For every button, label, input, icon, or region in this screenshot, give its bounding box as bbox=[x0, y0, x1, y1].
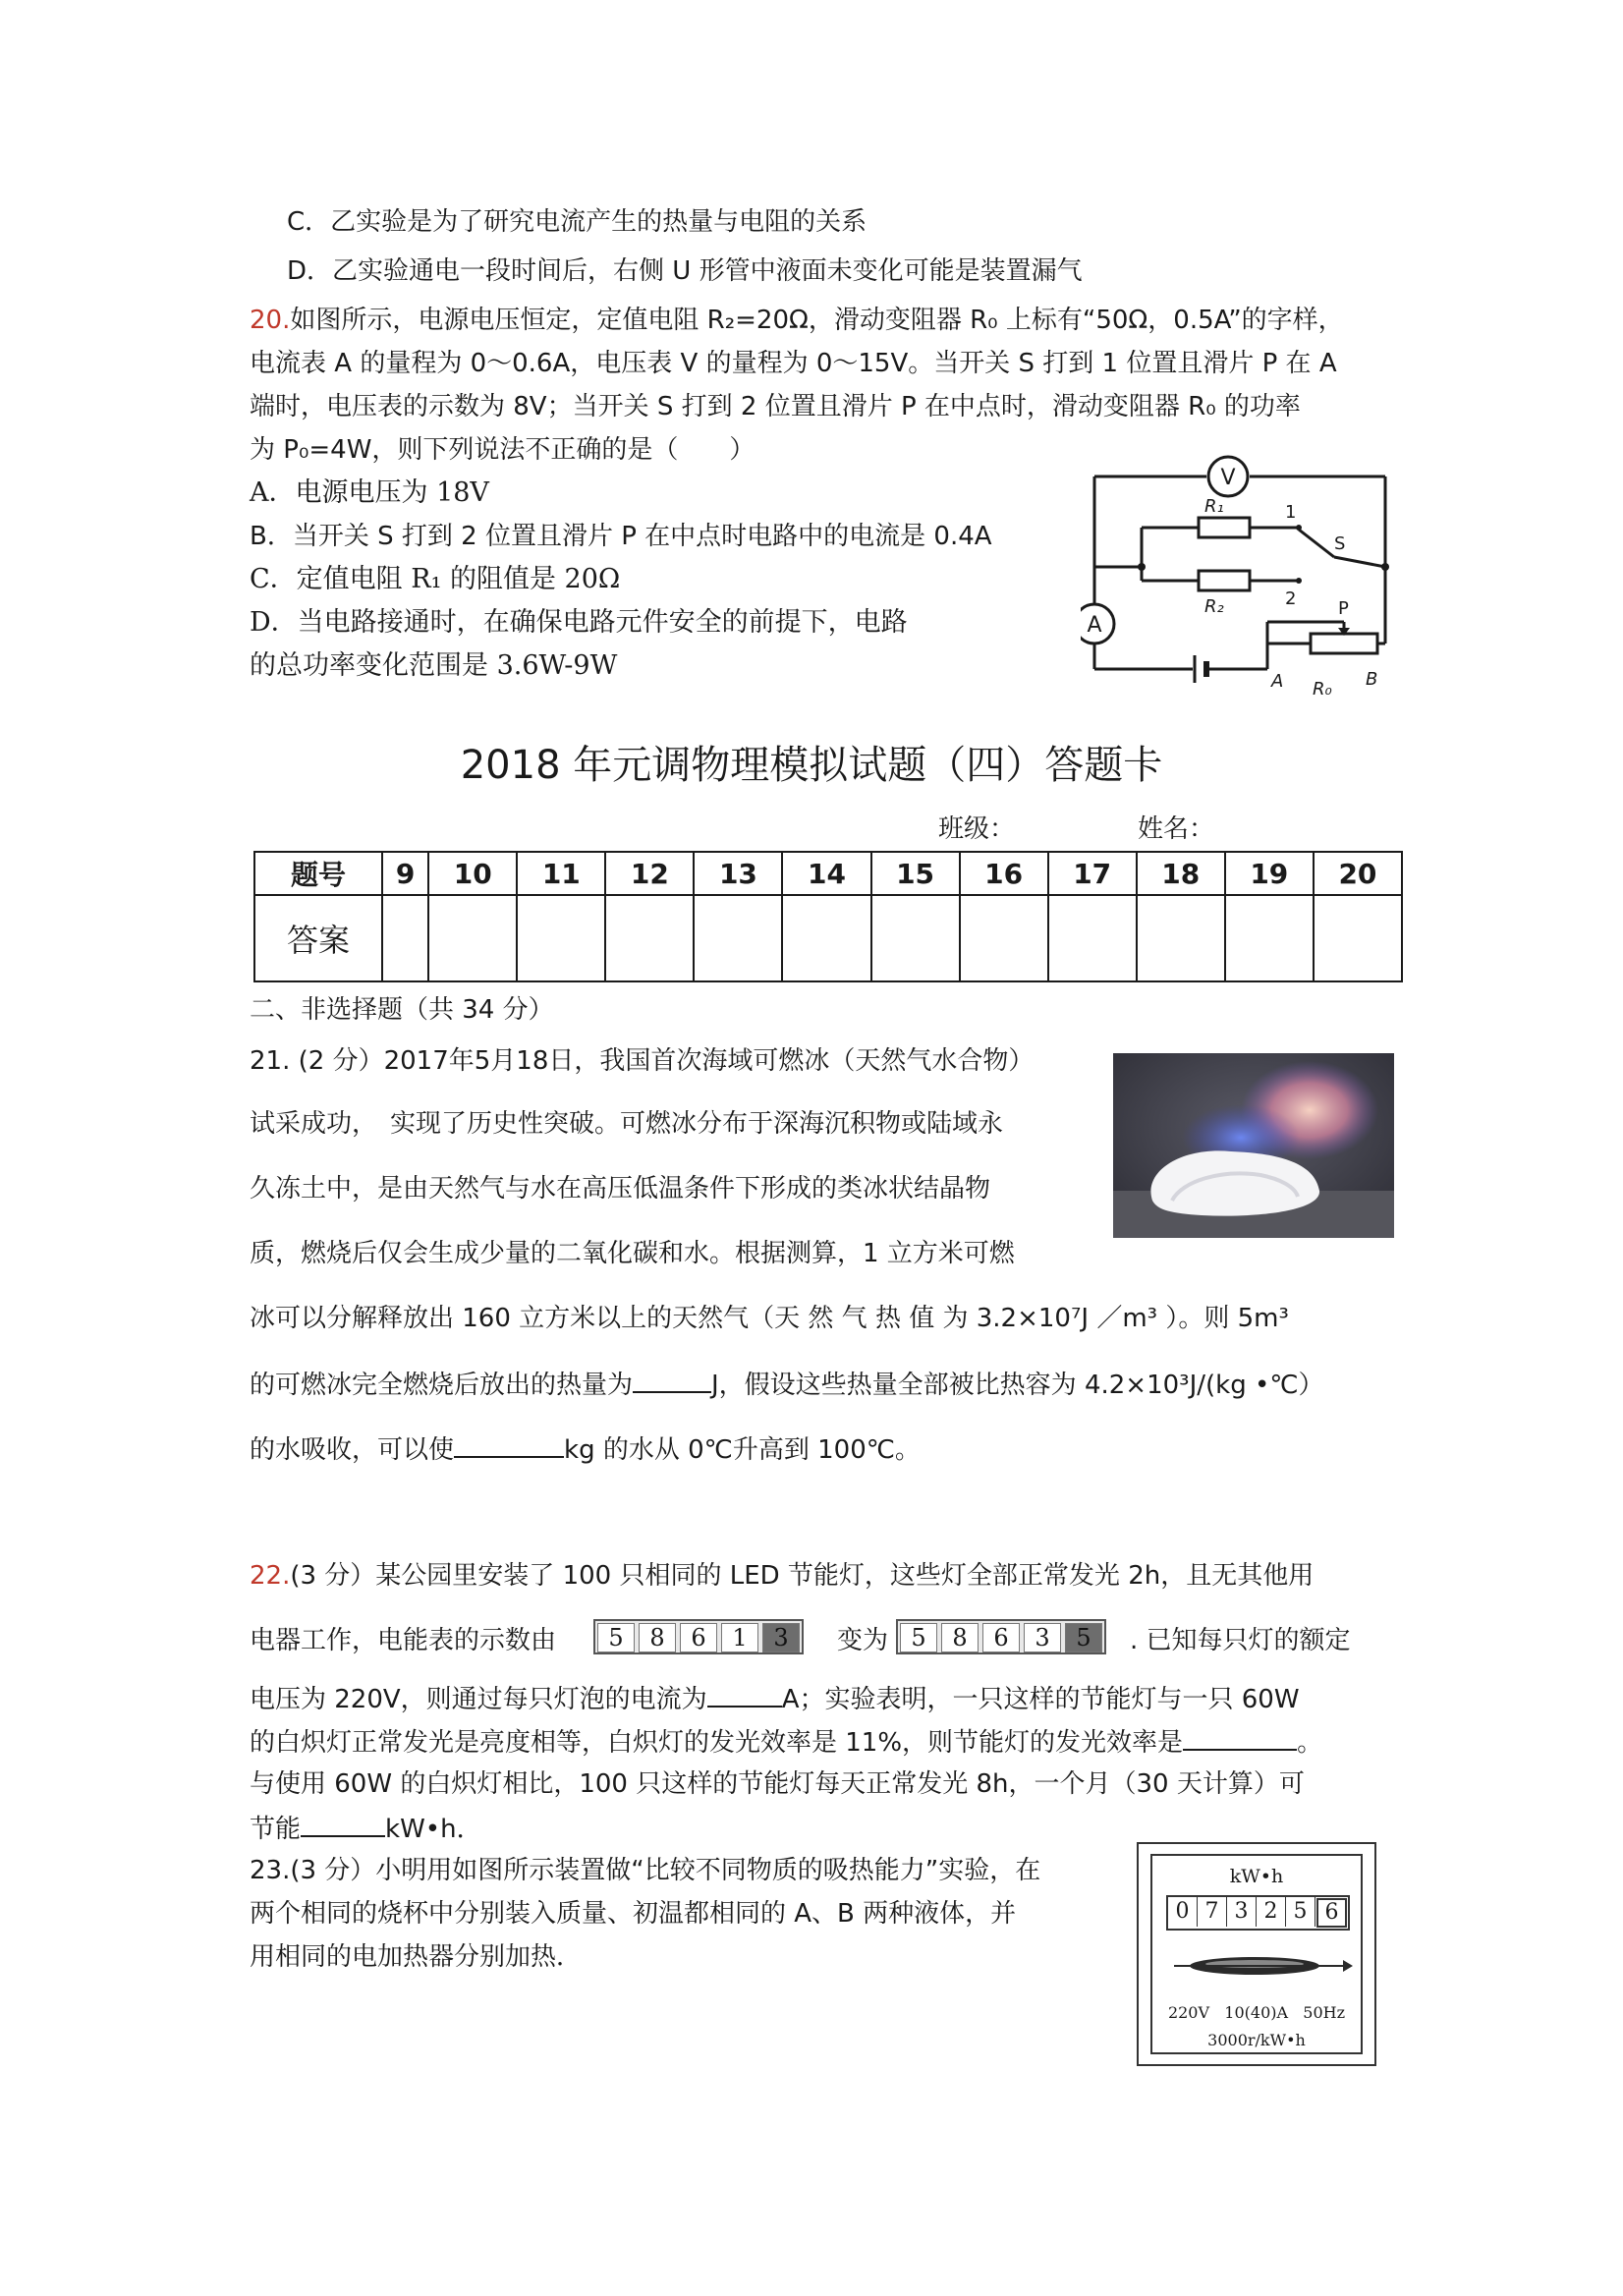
meter-digit: 8 bbox=[941, 1623, 979, 1652]
q21-line6-end: J，假设这些热量全部被比热容为 4.2×10³J/(kg •℃） bbox=[711, 1371, 1324, 1400]
q22-line6-start: 节能 bbox=[250, 1815, 302, 1844]
q22-current-blank[interactable] bbox=[707, 1680, 782, 1708]
switch-position-1: 1 bbox=[1285, 502, 1297, 523]
q20-line4: 为 P₀=4W，则下列说法不正确的是（ ） bbox=[250, 435, 756, 465]
question-number-cell: 18 bbox=[1137, 852, 1225, 895]
question-number-cell: 15 bbox=[871, 852, 960, 895]
q20-line1 bbox=[250, 303, 1344, 338]
q22-stem-1: (3 分）某公园里安装了 100 只相同的 LED 节能灯，这些灯全部正常发光 2h，且无其他用 bbox=[290, 1561, 1315, 1591]
q22-energy-blank[interactable] bbox=[301, 1810, 385, 1837]
q23-line1: 23.(3 分）小明用如图所示装置做“比较不同物质的吸热能力”实验，在 bbox=[250, 1856, 1041, 1885]
q21-line2: 试采成功， 实现了历史性突破。可燃冰分布于深海沉积物或陆域永 bbox=[250, 1109, 1004, 1139]
q19-option-c: C．乙实验是为了研究电流产生的热量与电阻的关系 bbox=[287, 207, 867, 237]
kwh-digit: 3 bbox=[1227, 1897, 1257, 1927]
meter-decimal-digit: 3 bbox=[762, 1623, 800, 1652]
q22-line4 bbox=[250, 1723, 1322, 1761]
answer-cell[interactable] bbox=[1225, 895, 1314, 981]
q21-heat-blank[interactable] bbox=[633, 1366, 711, 1393]
kwh-meter-digits bbox=[1166, 1895, 1350, 1931]
q20-option-a: A．电源电压为 18V bbox=[250, 477, 489, 508]
q20-option-c: C．定值电阻 R₁ 的阻值是 20Ω bbox=[250, 564, 621, 594]
r0-label: R₀ bbox=[1313, 679, 1332, 700]
r2-label: R₂ bbox=[1204, 596, 1224, 617]
meter-digit: 8 bbox=[639, 1623, 676, 1652]
answer-cell[interactable] bbox=[1137, 895, 1225, 981]
q23-line2: 两个相同的烧杯中分别装入质量、初温都相同的 A、B 两种液体，并 bbox=[250, 1899, 1017, 1929]
meter-reading-before bbox=[593, 1619, 804, 1654]
q21-line6-start: 的可燃冰完全燃烧后放出的热量为 bbox=[250, 1371, 634, 1400]
q20-option-d-line1: D．当电路接通时，在确保电路元件安全的前提下，电路 bbox=[250, 607, 908, 638]
kwh-meter-unit: kW•h bbox=[1229, 1866, 1284, 1887]
q22-line2-end: . 已知每只灯的额定 bbox=[1130, 1626, 1351, 1655]
q22-line1 bbox=[250, 1558, 1314, 1594]
q21-mass-blank[interactable] bbox=[454, 1430, 564, 1458]
answer-cell[interactable] bbox=[960, 895, 1048, 981]
q19-option-d: D．乙实验通电一段时间后，右侧 U 形管中液面未变化可能是装置漏气 bbox=[287, 256, 1083, 286]
answer-cell[interactable] bbox=[782, 895, 870, 981]
q22-line2-start: 电器工作，电能表的示数由 bbox=[250, 1626, 557, 1655]
class-label: 班级： bbox=[938, 814, 1016, 844]
q22-line4-end: 。 bbox=[1297, 1728, 1323, 1758]
question-number-cell: 17 bbox=[1048, 852, 1137, 895]
q22-efficiency-blank[interactable] bbox=[1183, 1723, 1297, 1751]
question-number-cell: 11 bbox=[517, 852, 605, 895]
answer-label: 答案 bbox=[254, 895, 382, 981]
answer-card-title: 2018 年元调物理模拟试题（四）答题卡 bbox=[460, 743, 1163, 788]
slider-label: P bbox=[1338, 598, 1349, 619]
name-label: 姓名： bbox=[1138, 814, 1215, 844]
meter-digit: 3 bbox=[1024, 1623, 1061, 1652]
meter-digit: 6 bbox=[982, 1623, 1020, 1652]
kwh-digit: 7 bbox=[1198, 1897, 1227, 1927]
kwh-meter-panel bbox=[1137, 1842, 1376, 2066]
ammeter-label: A bbox=[1087, 613, 1102, 638]
q20-option-b: B．当开关 S 打到 2 位置且滑片 P 在中点时电路中的电流是 0.4A bbox=[250, 522, 992, 551]
q20-line2: 电流表 A 的量程为 0～0.6A，电压表 V 的量程为 0～15V。当开关 S 打到 1 位置且滑片 P 在 A bbox=[250, 349, 1337, 378]
kwh-meter-spec: 220V 10(40)A 50Hz bbox=[1167, 2003, 1346, 2022]
r1-label: R₁ bbox=[1204, 496, 1224, 517]
kwh-digit: 0 bbox=[1168, 1897, 1198, 1927]
q21-line3: 久冻土中，是由天然气与水在高压低温条件下形成的类冰状结晶物 bbox=[250, 1174, 991, 1204]
meter-digit: 6 bbox=[680, 1623, 717, 1652]
kwh-meter-rate: 3000r/kW•h bbox=[1207, 2031, 1306, 2049]
question-number-cell: 10 bbox=[428, 852, 517, 895]
q23-line3: 用相同的电加热器分别加热． bbox=[250, 1942, 583, 1972]
answer-cell[interactable] bbox=[428, 895, 517, 981]
q22-line3-end: A；实验表明，一只这样的节能灯与一只 60W bbox=[781, 1685, 1300, 1714]
q22-line5: 与使用 60W 的白炽灯相比，100 只这样的节能灯每天正常发光 8h，一个月（30 天计算）可 bbox=[250, 1769, 1305, 1799]
question-number-cell: 14 bbox=[782, 852, 870, 895]
kwh-decimal-digit: 6 bbox=[1316, 1898, 1347, 1928]
answer-cell[interactable] bbox=[605, 895, 694, 981]
q21-line7-end: kg 的水从 0℃升高到 100℃。 bbox=[564, 1435, 921, 1465]
q21-line4: 质，燃烧后仅会生成少量的二氧化碳和水。根据测算，1 立方米可燃 bbox=[250, 1239, 1015, 1268]
answer-table-answer-row bbox=[254, 895, 1402, 981]
question-number-cell: 16 bbox=[960, 852, 1048, 895]
circuit-diagram bbox=[1081, 447, 1405, 712]
kwh-digit: 2 bbox=[1257, 1897, 1286, 1927]
q22-line6 bbox=[250, 1810, 482, 1847]
q22-line3 bbox=[250, 1680, 1300, 1717]
q22-line2-middle: 变为 bbox=[837, 1626, 889, 1655]
q21-line7-start: 的水吸收，可以使 bbox=[250, 1435, 455, 1465]
answer-table bbox=[253, 851, 1403, 982]
meter-digit: 1 bbox=[721, 1623, 758, 1652]
answer-table-header-row bbox=[254, 852, 1402, 895]
q21-line5: 冰可以分解释放出 160 立方米以上的天然气（天 然 气 热 值 为 3.2×10⁷J ／m³ ）。则 5m³ bbox=[250, 1304, 1289, 1333]
question-number-cell: 19 bbox=[1225, 852, 1314, 895]
question-number-cell: 13 bbox=[694, 852, 782, 895]
answer-cell[interactable] bbox=[1314, 895, 1402, 981]
q20-number: 20. bbox=[250, 306, 291, 335]
voltmeter-label: V bbox=[1220, 466, 1236, 490]
question-number-cell: 9 bbox=[382, 852, 428, 895]
meter-decimal-digit: 5 bbox=[1065, 1623, 1102, 1652]
kwh-digit: 5 bbox=[1286, 1897, 1315, 1927]
q20-line3: 端时，电压表的示数为 8V；当开关 S 打到 2 位置且滑片 P 在中点时，滑动变阻器 R₀ 的功率 bbox=[250, 392, 1301, 421]
q21-line1: 21. (2 分）2017年5月18日，我国首次海域可燃冰（天然气水合物） bbox=[250, 1046, 1035, 1076]
flammable-ice-photo bbox=[1113, 1053, 1394, 1238]
q22-line6-end: kW•h． bbox=[385, 1815, 482, 1844]
q22-line4-start: 的白炽灯正常发光是亮度相等，白炽灯的发光效率是 11%，则节能灯的发光效率是 bbox=[250, 1728, 1184, 1758]
question-number-cell: 12 bbox=[605, 852, 694, 895]
q21-line7 bbox=[250, 1430, 921, 1468]
answer-cell[interactable] bbox=[694, 895, 782, 981]
q20-option-d-line2: 的总功率变化范围是 3.6W-9W bbox=[250, 650, 618, 681]
q21-line6 bbox=[250, 1366, 1324, 1403]
answer-cell[interactable] bbox=[517, 895, 605, 981]
q22-number: 22. bbox=[250, 1561, 291, 1591]
answer-cell[interactable] bbox=[382, 895, 428, 981]
answer-cell[interactable] bbox=[1048, 895, 1137, 981]
rheostat-end-a: A bbox=[1271, 671, 1284, 692]
meter-reading-after bbox=[896, 1619, 1106, 1654]
switch-position-2: 2 bbox=[1285, 588, 1297, 609]
question-number-cell: 20 bbox=[1314, 852, 1402, 895]
header-label: 题号 bbox=[254, 852, 382, 895]
meter-digit: 5 bbox=[900, 1623, 937, 1652]
answer-cell[interactable] bbox=[871, 895, 960, 981]
q22-line3-start: 电压为 220V，则通过每只灯泡的电流为 bbox=[250, 1685, 707, 1714]
q20-stem-1: 如图所示，电源电压恒定，定值电阻 R₂=20Ω，滑动变阻器 R₀ 上标有“50Ω，0.5A”的字样， bbox=[290, 306, 1344, 335]
section-2-heading: 二、非选择题（共 34 分） bbox=[250, 995, 554, 1025]
switch-label: S bbox=[1334, 533, 1346, 554]
meter-disc-icon bbox=[1168, 1946, 1355, 1986]
rheostat-end-b: B bbox=[1366, 669, 1378, 690]
meter-digit: 5 bbox=[597, 1623, 635, 1652]
